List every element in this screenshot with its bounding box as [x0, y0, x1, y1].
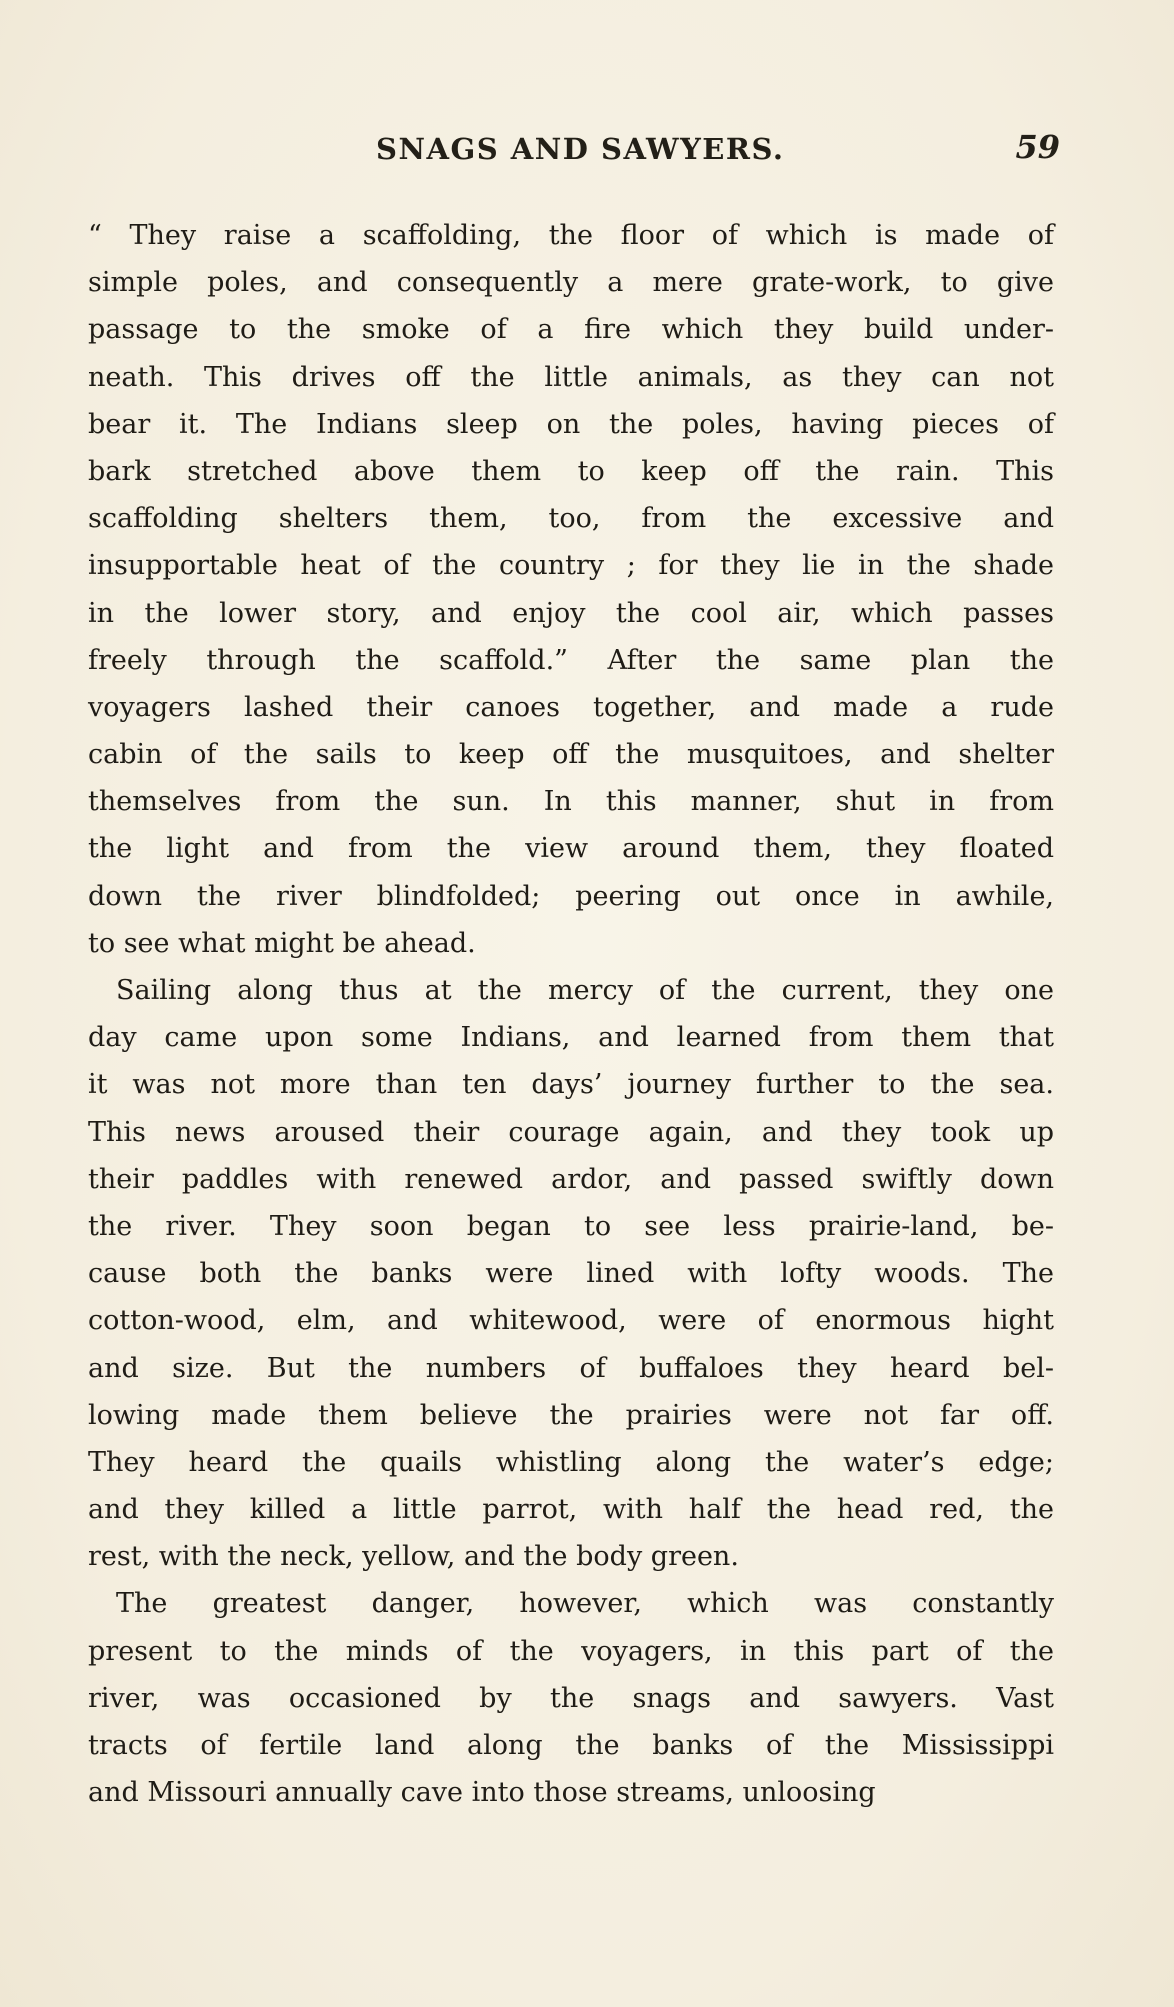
paragraph: [88, 967, 1054, 1580]
text-line: and size. But the numbers of buffaloes they heard bel-: [88, 1352, 1054, 1384]
text-line: river, was occasioned by the snags and sawyers. Vast: [88, 1682, 1054, 1714]
page-number: 59: [1015, 128, 1060, 166]
text-line: bark stretched above them to keep off the rain. This: [88, 455, 1054, 487]
text-line: “ They raise a scaffolding, the floor of which is made of: [88, 220, 1054, 251]
text-line: and they killed a little parrot, with half the head red, the: [88, 1494, 1054, 1526]
text-line: freely through the scaffold.” After the same plan the: [88, 644, 1054, 676]
text-line: cause both the banks were lined with lofty woods. The: [88, 1258, 1054, 1290]
text-line: The greatest danger, however, which was constantly: [116, 1588, 1054, 1620]
text-line: rest, with the neck, yellow, and the body green.: [88, 1541, 739, 1573]
text-line: tracts of fertile land along the banks of the Mississippi: [88, 1730, 1054, 1761]
text-line: passage to the smoke of a fire which they build under-: [88, 314, 1054, 346]
text-line: themselves from the sun. In this manner, shut in from: [88, 786, 1054, 818]
text-line: to see what might be ahead.: [88, 927, 476, 959]
text-line: cabin of the sails to keep off the musquitoes, and shelter: [88, 739, 1054, 771]
paragraph: [88, 212, 1054, 967]
running-head: SNAGS AND SAWYERS.: [376, 132, 785, 166]
text-line: the river. They soon began to see less prairie-land, be-: [88, 1210, 1054, 1242]
text-line: it was not more than ten days’ journey further to the sea.: [88, 1069, 1054, 1101]
text-line: in the lower story, and enjoy the cool air, which passes: [88, 597, 1054, 629]
text-line: their paddles with renewed ardor, and passed swiftly down: [88, 1163, 1054, 1195]
text-line: scaffolding shelters them, too, from the excessive and: [88, 503, 1054, 535]
text-line: They heard the quails whistling along the water’s edge;: [88, 1446, 1054, 1478]
text-line: lowing made them believe the prairies were not far off.: [88, 1399, 1054, 1431]
text-line: voyagers lashed their canoes together, and made a rude: [88, 691, 1054, 723]
text-line: This news aroused their courage again, and they took up: [88, 1116, 1054, 1148]
paragraph: [88, 1580, 1054, 1816]
text-line: and Missouri annually cave into those streams, unloosing: [88, 1777, 876, 1809]
text-line: present to the minds of the voyagers, in this part of the: [88, 1635, 1054, 1667]
text-line: Sailing along thus at the mercy of the current, they one: [116, 975, 1054, 1006]
text-line: cotton-wood, elm, and whitewood, were of enormous hight: [88, 1305, 1054, 1337]
text-line: bear it. The Indians sleep on the poles, having pieces of: [88, 408, 1054, 440]
text-line: simple poles, and consequently a mere grate-work, to give: [88, 267, 1054, 299]
text-line: day came upon some Indians, and learned from them that: [88, 1022, 1054, 1054]
text-line: down the river blindfolded; peering out once in awhile,: [88, 880, 1054, 912]
text-line: insupportable heat of the country ; for they lie in the shade: [88, 550, 1054, 582]
text-line: the light and from the view around them, they floated: [88, 833, 1054, 865]
body-text: [88, 212, 1054, 1816]
page-header: [88, 128, 1062, 174]
text-line: neath. This drives off the little animals, as they can not: [88, 361, 1054, 393]
